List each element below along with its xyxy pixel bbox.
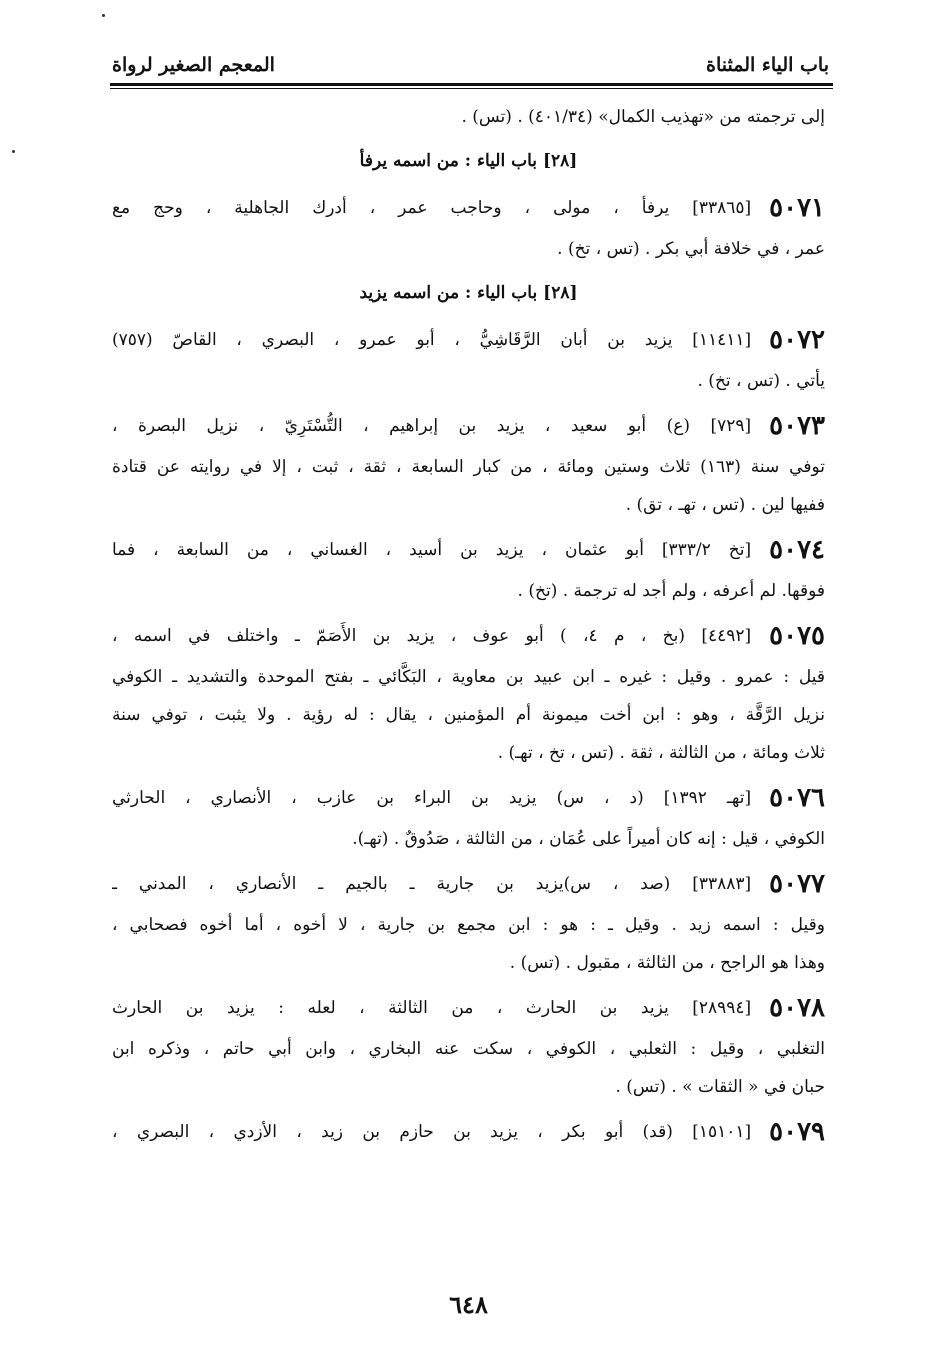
entry-5071 [112, 186, 825, 230]
entry-line: عمر ، في خلافة أبي بكر . (تس ، تخ) . [557, 239, 825, 259]
entry-line: نزيل الرَّقَّة ، وهو : ابن أخت ميمونة أم المؤمنين ، يقال : له رؤية . ولا يثبت ، توفي سنة [112, 705, 825, 725]
entry-line: [١١٤١١] يزيد بن أبان الرَّقَاشِيُّ ، أبو عمرو ، البصري ، القاصّ (٧٥٧) [112, 330, 752, 350]
entry-5075 [112, 614, 825, 658]
entry-line: [٣٣٨٨٣] (صد ، س)يزيد بن جارية ـ بالجيم ـ الأنصاري ، المدني ـ [112, 874, 752, 894]
page-body [112, 98, 825, 1154]
entry-number: ٥٠٧١ [769, 193, 825, 223]
entry-5076 [112, 776, 825, 820]
entry-5074 [112, 528, 825, 572]
entry-number: ٥٠٧٣ [769, 411, 825, 441]
intro-line: إلى ترجمته من «تهذيب الكمال» (٤٠١/٣٤) . (تس) . [461, 107, 825, 127]
section-title: [٢٨] باب الياء : من اسمه يزيد [359, 283, 578, 303]
entry-line: [٧٢٩] (ع) أبو سعيد ، يزيد بن إبراهيم ، التُّسْتَرِيّ ، نزيل البصرة ، [112, 416, 752, 436]
header-chapter-title: باب الياء المثناة [706, 54, 829, 76]
entry-5078 [112, 986, 825, 1030]
entry-number: ٥٠٧٨ [769, 993, 825, 1023]
entry-line: التغلبي ، وقيل : الثعلبي ، الكوفي ، سكت عنه البخاري ، وابن أبي حاتم ، وذكره ابن [112, 1039, 825, 1059]
page-number: ٦٤٨ [449, 1290, 488, 1319]
entry-number: ٥٠٧٧ [769, 869, 825, 899]
entry-5073 [112, 404, 825, 448]
entry-number: ٥٠٧٩ [769, 1117, 825, 1147]
entry-line: ثلاث ومائة ، من الثالثة ، ثقة . (تس ، تخ ، تهـ) . [497, 743, 825, 763]
entry-line: [تخ ٣٣٣/٢] أبو عثمان ، يزيد بن أسيد ، الغساني ، من السابعة ، فما [112, 540, 752, 560]
entry-number: ٥٠٧٤ [769, 535, 825, 565]
entry-5072 [112, 318, 825, 362]
section-title: [٢٨] باب الياء : من اسمه يرفأ [359, 151, 578, 171]
entry-number: ٥٠٧٥ [769, 621, 825, 651]
entry-line: قيل : عمرو . وقيل : غيره ـ ابن عبيد بن معاوية ، البَكَّائي ـ بفتح الموحدة والتشديد ـ الكوفي [112, 667, 825, 687]
entry-line: الكوفي ، قيل : إنه كان أميراً على عُمَان ، من الثالثة ، صَدُوقٌ . (تهـ). [352, 829, 825, 849]
entry-line: فوقها. لم أعرفه ، ولم أجد له ترجمة . (تخ) . [517, 581, 825, 601]
entry-line: [٢٨٩٩٤] يزيد بن الحارث ، من الثالثة ، لعله : يزيد بن الحارث [112, 998, 752, 1018]
scan-speck [12, 150, 15, 153]
header-rule-thin [110, 88, 833, 89]
entry-line: [١٥١٠١] (قد) أبو بكر ، يزيد بن حازم بن زيد ، الأزدي ، البصري ، [112, 1122, 752, 1142]
header-rule [110, 83, 833, 86]
entry-line: [٣٣٨٦٥] يرفأ ، مولى ، وحاجب عمر ، أدرك الجاهلية ، وحج مع [112, 198, 752, 218]
header-book-title: المعجم الصغير لرواة [112, 54, 275, 76]
entry-line: [٤٤٩٢] (بخ ، م ٤، ) أبو عوف ، يزيد بن الأَصَمّ ـ واختلف في اسمه ، [112, 626, 752, 646]
entry-number: ٥٠٧٦ [769, 783, 825, 813]
entry-line: وقيل : اسمه زيد . وقيل ـ : هو : ابن مجمع بن جارية ، لا أخوه ، أما أخوه فصحابي ، [112, 915, 825, 935]
entry-line: يأتي . (تس ، تخ) . [697, 371, 825, 391]
entry-number: ٥٠٧٢ [769, 325, 825, 355]
entry-line: وهذا هو الراجح ، من الثالثة ، مقبول . (تس) . [509, 953, 825, 973]
entry-line: توفي سنة (١٦٣) ثلاث وستين ومائة ، من كبار السابعة ، ثقة ، ثبت ، إلا في روايته عن قتادة [112, 457, 825, 477]
scan-speck [102, 14, 105, 17]
entry-5079 [112, 1110, 825, 1154]
entry-5077 [112, 862, 825, 906]
entry-line: ففيها لين . (تس ، تهـ ، تق) . [625, 495, 825, 515]
running-header [112, 36, 829, 76]
entry-line: حبان في « الثقات » . (تس) . [615, 1077, 825, 1097]
entry-line: [تهـ ١٣٩٢] (د ، س) يزيد بن البراء بن عازب ، الأنصاري ، الحارثي [112, 788, 752, 808]
